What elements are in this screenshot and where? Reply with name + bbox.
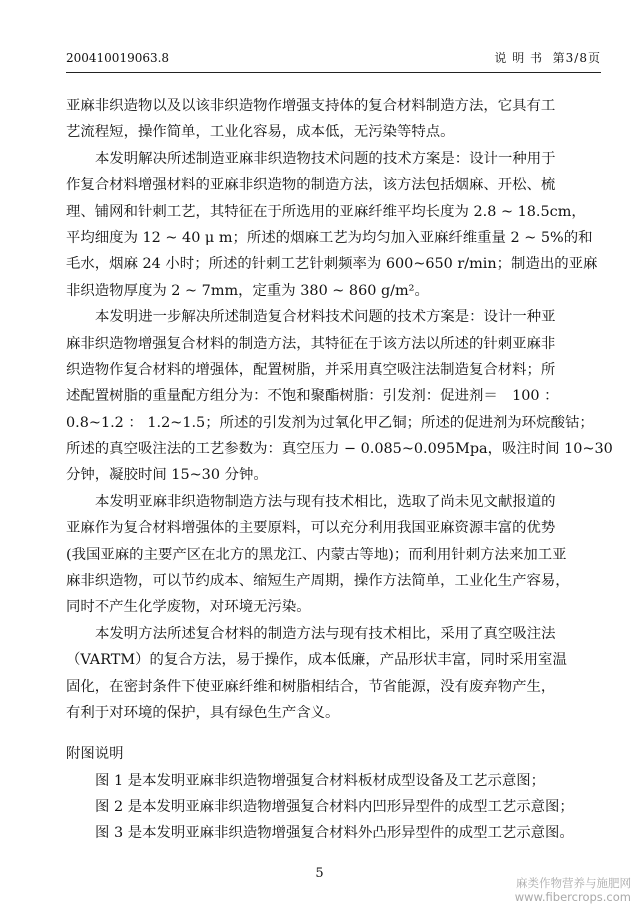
paragraph-4 bbox=[66, 489, 602, 621]
text-line: (我国亚麻的主要产区在北方的黑龙江、内蒙古等地)；而利用针刺方法来加工亚 bbox=[66, 546, 567, 563]
application-number: 200410019063.8 bbox=[66, 51, 170, 65]
paragraph-3 bbox=[66, 304, 613, 489]
text-line: 0.8~1.2 ： 1.2~1.5；所述的引发剂为过氧化甲乙铜；所述的促进剂为环烷酸钴； bbox=[66, 414, 594, 431]
text-line: 作复合材料增强材料的亚麻非织造物的制造方法，该方法包括烟麻、开松、梳 bbox=[66, 177, 556, 194]
text-line: 固化，在密封条件下使亚麻纤维和树脂相结合，节省能源，没有废弃物产生， bbox=[66, 678, 556, 695]
text-line: 亚麻作为复合材料增强体的主要原料，可以充分利用我国亚麻资源丰富的优势 bbox=[66, 520, 556, 537]
text-line: 述配置树脂的重量配方组分为：不饱和聚酯树脂：引发剂：促进剂＝ 100 ： bbox=[66, 388, 559, 405]
header-section-label bbox=[494, 50, 601, 66]
watermark-site-url: www.fibercrops.com bbox=[514, 890, 631, 904]
figure-description-section bbox=[66, 741, 602, 845]
paragraph-1 bbox=[66, 93, 602, 146]
text-line: 麻非织造物增强复合材料的制造方法，其特征在于该方法以所述的针刺亚麻非 bbox=[66, 335, 556, 352]
text-line: 所述的真空吸注法的工艺参数为：真空压力 − 0.085~0.095Mpa，吸注时间 10~30 bbox=[66, 441, 613, 458]
text-line: 织造物作复合材料的增强体，配置树脂，并采用真空吸注法制造复合材料；所 bbox=[66, 361, 556, 378]
text-line: 毛水，烟麻 24 小时；所述的针刺工艺针刺频率为 600~650 r/min；制造出的亚麻 bbox=[66, 256, 598, 273]
text-line: 艺流程短，操作简单，工业化容易，成本低，无污染等特点。 bbox=[66, 124, 455, 141]
text-line: （VARTM）的复合方法，易于操作，成本低廉，产品形状丰富，同时采用室温 bbox=[66, 652, 567, 669]
text-line: 本发明方法所述复合材料的制造方法与现有技术相比，采用了真空吸注法 bbox=[95, 625, 556, 642]
text-line: 本发明亚麻非织造物制造方法与现有技术相比，选取了尚未见文献报道的 bbox=[95, 493, 556, 510]
figure-caption-2: 图 2 是本发明亚麻非织造物增强复合材料内凹形异型件的成型工艺示意图； bbox=[95, 798, 574, 815]
text-line: 同时不产生化学废物，对环境无污染。 bbox=[66, 599, 311, 616]
text-line: 有利于对环境的保护，具有绿色生产含义。 bbox=[66, 704, 340, 721]
page-number: 5 bbox=[315, 866, 324, 881]
figure-caption-1: 图 1 是本发明亚麻非织造物增强复合材料板材成型设备及工艺示意图； bbox=[95, 772, 546, 789]
document-body bbox=[66, 93, 613, 846]
figure-section-heading: 附图说明 bbox=[66, 746, 124, 763]
page-reference: 第3/8页 bbox=[552, 51, 601, 65]
section-title: 说 明 书 bbox=[494, 51, 544, 65]
text-line: 分钟，凝胶时间 15~30 分钟。 bbox=[66, 467, 268, 484]
text-line: 亚麻非织造物以及以该非织造物作增强支持体的复合材料制造方法，它具有工 bbox=[66, 98, 556, 114]
site-watermark bbox=[515, 876, 631, 904]
text-line: 非织造物厚度为 2 ~ 7mm，定重为 380 ~ 860 g/m²。 bbox=[66, 282, 429, 299]
paragraph-2 bbox=[66, 146, 602, 304]
text-line: 本发明解决所述制造亚麻非织造物技术问题的技术方案是：设计一种用于 bbox=[95, 150, 556, 167]
text-line: 平均细度为 12 ~ 40 μ m；所述的烟麻工艺为均匀加入亚麻纤维重量 2 ~ 5%的和 bbox=[66, 229, 593, 246]
text-line: 本发明进一步解决所述制造复合材料技术问题的技术方案是：设计一种亚 bbox=[95, 309, 556, 326]
text-line: 理、铺网和针刺工艺，其特征在于所选用的亚麻纤维平均长度为 2.8 ~ 18.5cm， bbox=[66, 203, 586, 220]
watermark-site-name: 麻类作物营养与施肥网 bbox=[516, 876, 631, 890]
paragraph-5 bbox=[66, 621, 602, 727]
text-line: 麻非织造物，可以节约成本、缩短生产周期，操作方法简单，工业化生产容易， bbox=[66, 573, 570, 590]
page-header bbox=[66, 50, 601, 66]
figure-caption-3: 图 3 是本发明亚麻非织造物增强复合材料外凸形异型件的成型工艺示意图。 bbox=[95, 824, 574, 841]
header-rule bbox=[66, 72, 601, 73]
